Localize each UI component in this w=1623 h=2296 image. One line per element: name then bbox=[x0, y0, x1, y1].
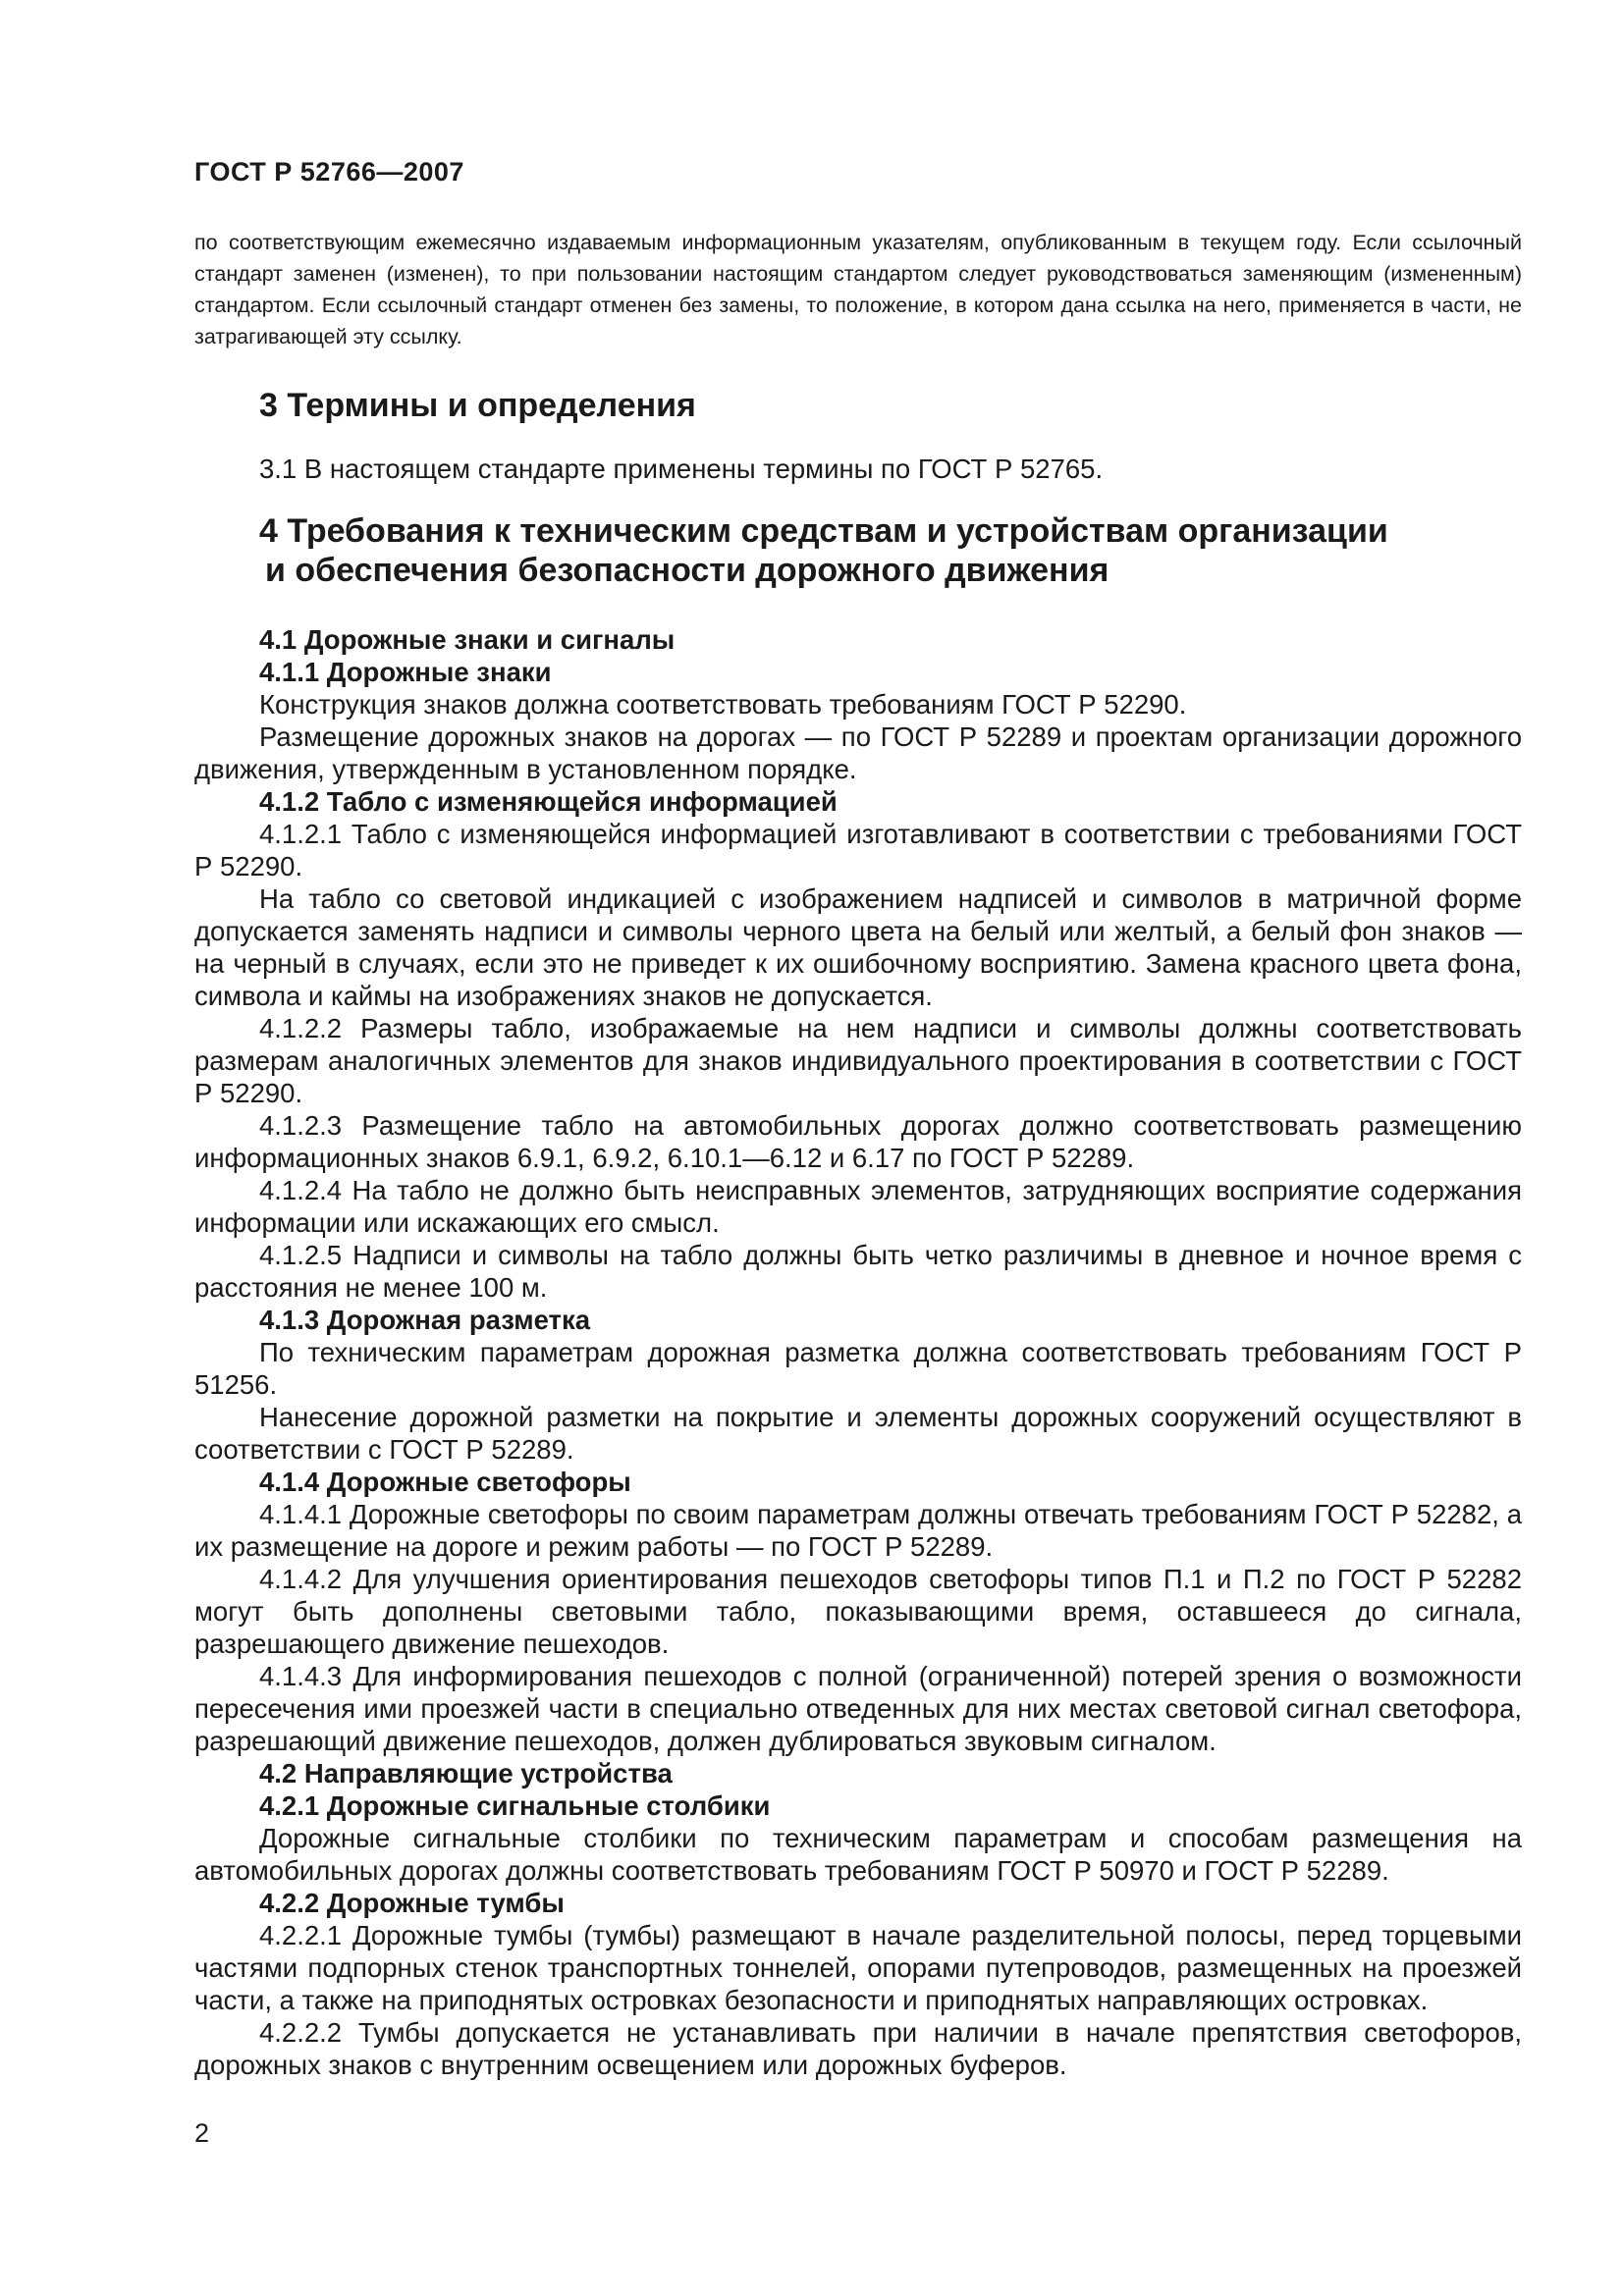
subsection-4-1: 4.1 Дорожные знаки и сигналы bbox=[259, 624, 676, 655]
paragraph-4-1-4-3: 4.1.4.3 Для информирования пешеходов с полной (ограниченной) потерей зрения о возможности пересечения ими проезжей части в специально отведенных для них местах световой сигнал светофора, разрешающий движение пешеходов, должен дублироваться звуковым сигналом. bbox=[194, 1661, 1522, 1756]
paragraph-4-1-1-b: Размещение дорожных знаков на дорогах — по ГОСТ Р 52289 и проектам организации дорожного движения, утвержденным в установленном порядке. bbox=[194, 721, 1522, 784]
document-header: ГОСТ Р 52766—2007 bbox=[194, 157, 464, 187]
subsection-4-2: 4.2 Направляющие устройства bbox=[259, 1758, 673, 1789]
document-page bbox=[194, 157, 1522, 2081]
paragraph-4-2-1: Дорожные сигнальные столбики по техническим параметрам и способам размещения на автомобильных дорогах должны соответствовать требованиям ГОСТ Р 50970 и ГОСТ Р 52289. bbox=[194, 1823, 1522, 1886]
paragraph-4-1-2-3: 4.1.2.3 Размещение табло на автомобильных дорогах должно соответствовать размещению информационных знаков 6.9.1, 6.9.2, 6.10.1—6.12 и 6.17 по ГОСТ Р 52289. bbox=[194, 1110, 1522, 1173]
paragraph-4-1-2-1: 4.1.2.1 Табло с изменяющейся информацией изготавливают в соответствии с требованиями ГОСТ Р 52290. bbox=[194, 819, 1522, 881]
subsection-4-2-1: 4.2.1 Дорожные сигнальные столбики bbox=[259, 1790, 771, 1821]
paragraph-4-2-2-2: 4.2.2.2 Тумбы допускается не устанавливать при наличии в начале препятствия светофоров, дорожных знаков с внутренним освещением или дорожных буферов. bbox=[194, 2017, 1522, 2080]
paragraph-4-1-2-5: 4.1.2.5 Надписи и символы на табло должны быть четко различимы в дневное и ночное время с расстояния не менее 100 м. bbox=[194, 1240, 1522, 1303]
section-4-title bbox=[259, 511, 1522, 590]
paragraph-4-1-2-4: 4.1.2.4 На табло не должно быть неисправных элементов, затрудняющих восприятие содержания информации или искажающих его смысл. bbox=[194, 1175, 1522, 1238]
paragraph-4-2-2-1: 4.2.2.1 Дорожные тумбы (тумбы) размещают в начале разделительной полосы, перед торцевыми частями подпорных стенок транспортных тоннелей, опорами путепроводов, размещенных на проезжей части, а также на приподнятых островках безопасности и приподнятых направляющих островках. bbox=[194, 1920, 1522, 2015]
paragraph-4-1-3-b: Нанесение дорожной разметки на покрытие и элементы дорожных сооружений осуществляют в соответствии с ГОСТ Р 52289. bbox=[194, 1402, 1522, 1465]
section-3-title: 3 Термины и определения bbox=[259, 387, 696, 424]
paragraph-4-1-2-1-b: На табло со световой индикацией с изображением надписей и символов в матричной форме допускается заменять надписи и символы черного цвета на белый или желтый, а белый фон знаков — на черный в случаях, если это не приведет к их ошибочному восприятию. Замена красного цвета фона, символа и каймы на изображениях знаков не допускается. bbox=[194, 883, 1522, 1011]
subsection-4-2-2: 4.2.2 Дорожные тумбы bbox=[259, 1888, 565, 1918]
paragraph-4-1-4-1: 4.1.4.1 Дорожные светофоры по своим параметрам должны отвечать требованиям ГОСТ Р 52282, а их размещение на дороге и режим работы — по ГОСТ Р 52289. bbox=[194, 1499, 1522, 1562]
section-4-title-line1: 4 Требования к техническим средствам и устройствам организации bbox=[259, 512, 1388, 550]
paragraph-4-1-4-2: 4.1.4.2 Для улучшения ориентирования пешеходов светофоры типов П.1 и П.2 по ГОСТ Р 52282 могут быть дополнены световыми табло, показывающими время, оставшееся до сигнала, разрешающего движение пешеходов. bbox=[194, 1564, 1522, 1659]
subsection-4-1-4: 4.1.4 Дорожные светофоры bbox=[259, 1467, 631, 1497]
intro-paragraph: по соответствующим ежемесячно издаваемым информационным указателям, опубликованным в текущем году. Если ссылочный стандарт заменен (изменен), то при пользовании настоящим стандартом следует руководствоваться заменяющим (измененным) стандартом. Если ссылочный стандарт отменен без замены, то положение, в котором дана ссылка на него, применяется в части, не затрагивающей эту ссылку. bbox=[194, 231, 1522, 348]
paragraph-4-1-2-2: 4.1.2.2 Размеры табло, изображаемые на нем надписи и символы должны соответствовать размерам аналогичных элементов для знаков индивидуального проектирования в соответствии с ГОСТ Р 52290. bbox=[194, 1013, 1522, 1108]
subsection-4-1-1: 4.1.1 Дорожные знаки bbox=[259, 657, 552, 687]
paragraph-4-1-1-a: Конструкция знаков должна соответствовать требованиям ГОСТ Р 52290. bbox=[259, 689, 1187, 720]
subsection-4-1-3: 4.1.3 Дорожная разметка bbox=[259, 1305, 591, 1335]
page-number: 2 bbox=[194, 2118, 210, 2148]
subsection-4-1-2: 4.1.2 Табло с изменяющейся информацией bbox=[259, 786, 838, 817]
section-4-title-line2: и обеспечения безопасности дорожного движения bbox=[265, 552, 1109, 589]
paragraph-4-1-3-a: По техническим параметрам дорожная разметка должна соответствовать требованиям ГОСТ Р 51256. bbox=[194, 1337, 1522, 1400]
section-3-1-paragraph: 3.1 В настоящем стандарте применены термины по ГОСТ Р 52765. bbox=[259, 454, 1104, 484]
